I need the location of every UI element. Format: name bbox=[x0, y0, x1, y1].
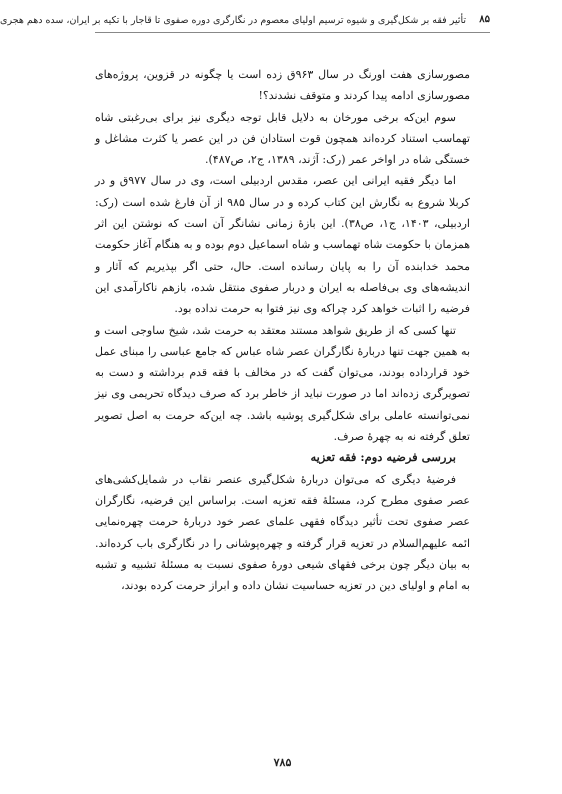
main-text bbox=[95, 64, 470, 596]
header-divider bbox=[95, 32, 490, 33]
running-header-title: تأثیر فقه بر شکل‌گیری و شیوه ترسیم اولیای معصوم در نگارگری دوره صفوی تا قاجار با تکیه بر ایران، سده دهم هجری bbox=[0, 15, 466, 26]
paragraph: تنها کسی که از طریق شواهد مستند معتقد به حرمت شد، شیخ ساوجی است و به همین جهت تنها دربارهٔ نگارگران عصر شاه عباس که جامع عباسی را مبنای عمل خود قرارداده بودند، می‌توان گفت که در مخالف با فقه قدم برداشته و دست به تصویرگری زده‌اند اما در صورت نباید از خاطر برد که صرف دیدگاه تحریمی وی نیز نمی‌توانسته عاملی برای شکل‌گیری پوشیه باشد. چه این‌که حرمت به اصل تصویر تعلق گرفته نه به چهرهٔ صرف. bbox=[95, 323, 470, 444]
paragraph: مصورسازی هفت اورنگ در سال ۹۶۳ق زده است یا چگونه در قزوین، پروژه‌های مصورسازی ادامه پیدا کردند و متوقف نشدند؟! bbox=[95, 68, 470, 103]
paragraph: اما دیگر فقیه ایرانی این عصر، مقدس اردبیلی است، وی در سال ۹۷۷ق و در کربلا شروع به نگارش این کتاب کرده و در سال ۹۸۵ از آن فارغ شده است (رک: اردبیلی، ۱۴۰۳، ج۱، ص۳۸). این بازهٔ زمانی نشانگر آن است که نوشتن این اثر همزمان با حکومت شاه تهماسب و شاه اسماعیل دوم بوده و به هنگام آغاز حکومت محمد خدابنده آن را به پایان رسانده است. حال، حتی اگر بپذیریم که آثار و اندیشه‌های وی بی‌فاصله به ایران و دربار صفوی منتقل شده، بازهم ناکارآمدی این فرضیه را اثبات خواهد کرد چراکه وی نیز فتوا به حرمت نداده بود. bbox=[95, 174, 470, 316]
header-page-number: ۸۵ bbox=[479, 14, 490, 25]
footer-page-number: ۷۸۵ bbox=[273, 756, 292, 769]
section-heading: بررسی فرضیه دوم: فقه تعزیه bbox=[310, 450, 456, 465]
paragraph: فرضیهٔ دیگری که می‌توان دربارهٔ شکل‌گیری عنصر نقاب در شمایل‌کشی‌های عصر صفوی مطرح کرد، مسئلهٔ فقه تعزیه است. براساس این فرضیه، نگارگران عصر صفوی تحت تأثیر دیدگاه فقهی علمای عصر خود دربارهٔ حرمت چهره‌نمایی ائمه علیهم‌السلام در تعزیه قرار گرفته و چهره‌پوشانی را در نگارگری باب کرده‌اند. به بیان دیگر چون برخی فقهای شیعی دورهٔ صفوی نسبت به مسئلهٔ تشبیه و تشبه به امام و اولیای دین در تعزیه حساسیت نشان داده و ابراز حرمت کرده بودند، bbox=[95, 472, 470, 593]
paragraph: سوم این‌که برخی مورخان به دلایل قابل توجه دیگری نیز برای بی‌رغبتی شاه تهماسب استناد کرده‌اند همچون قوت استادان فن در این عصر یا کثرت مشاغل و خستگی شاه در اواخر عمر (رک: آژند، ۱۳۸۹، ج۲، ص۴۸۷). bbox=[95, 110, 470, 167]
